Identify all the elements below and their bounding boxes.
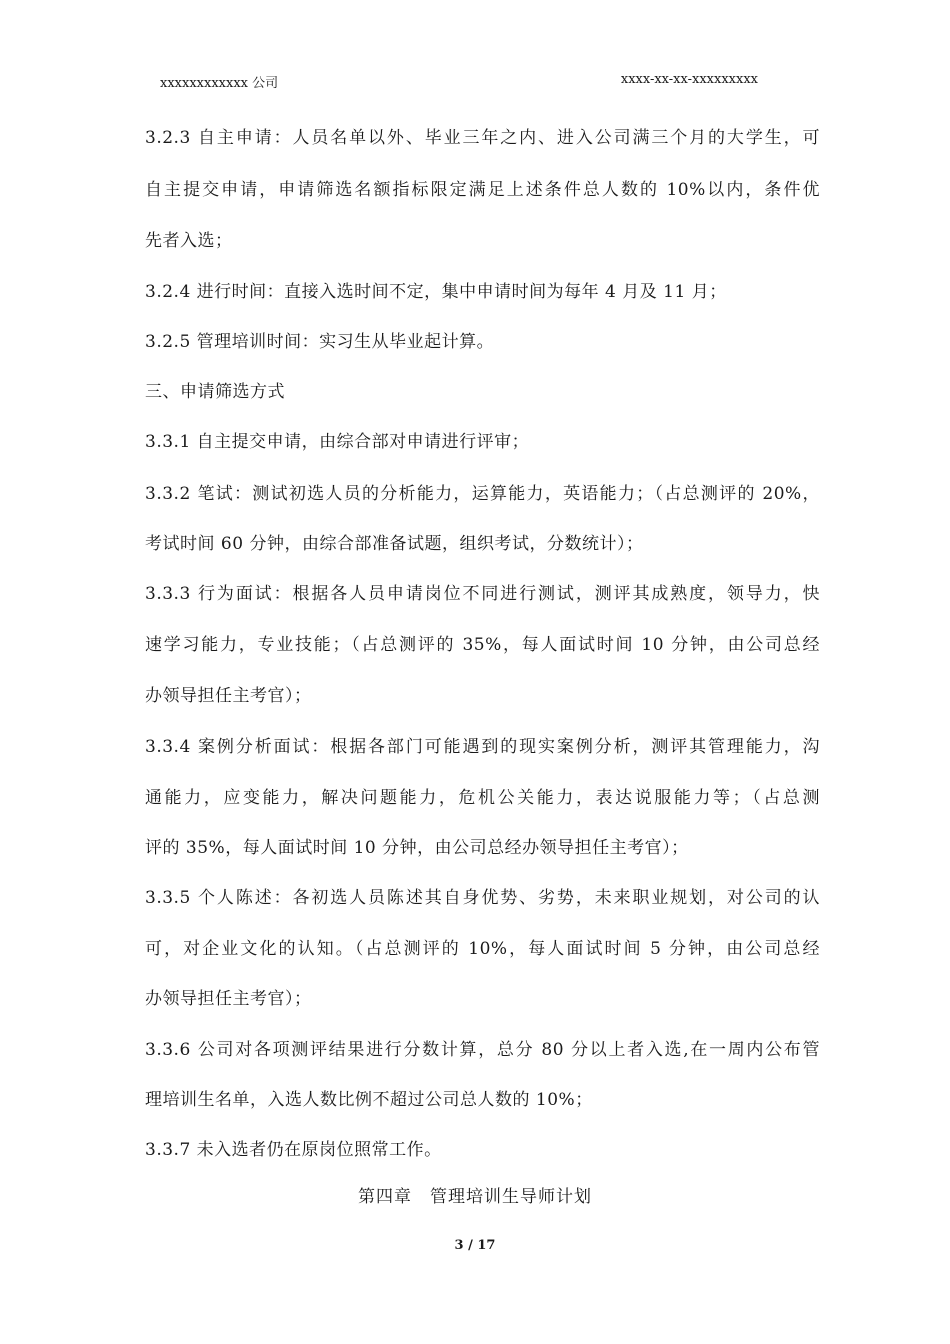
text-line: 3.3.1 自主提交申请，由综合部对申请进行评审； (145, 432, 530, 452)
text-line: 先者入选； (145, 231, 233, 251)
text-line: 可，对企业文化的认知。（占总测评的 10%，每人面试时间 5 分钟，由公司总经 (145, 939, 820, 959)
text-line: 通能力，应变能力，解决问题能力，危机公关能力，表达说服能力等；（占总测 (145, 788, 820, 808)
text-line: 3.3.6 公司对各项测评结果进行分数计算，总分 80 分以上者入选,在一周内公布管 (145, 1040, 820, 1060)
text-line: 办领导担任主考官）； (145, 686, 312, 706)
page-indicator: 3 / 17 (454, 1238, 496, 1253)
text-line: 3.3.2 笔试：测试初选人员的分析能力，运算能力，英语能力；（占总测评的 20%， (145, 484, 820, 504)
text-line: 速学习能力，专业技能；（占总测评的 35%，每人面试时间 10 分钟，由公司总经 (145, 635, 820, 655)
chapter-title: 第四章 管理培训生导师计划 (358, 1187, 592, 1207)
page-header (160, 72, 758, 94)
text-line: 3.2.5 管理培训时间：实习生从毕业起计算。 (145, 332, 495, 352)
text-line: 自主提交申请，申请筛选名额指标限定满足上述条件总人数的 10%以内，条件优 (145, 180, 820, 200)
header-company: xxxxxxxxxxxx 公司 (160, 76, 279, 91)
header-doc-code: xxxx-xx-xx-xxxxxxxxx (620, 72, 758, 87)
section-heading: 三、申请筛选方式 (145, 382, 285, 402)
text-line: 3.3.3 行为面试：根据各人员申请岗位不同进行测试，测评其成熟度，领导力，快 (145, 584, 820, 604)
text-line: 3.2.3 自主申请：人员名单以外、毕业三年之内、进入公司满三个月的大学生，可 (145, 128, 820, 148)
text-line: 3.3.4 案例分析面试：根据各部门可能遇到的现实案例分析，测评其管理能力，沟 (145, 737, 820, 757)
text-line: 3.3.5 个人陈述：各初选人员陈述其自身优势、劣势，未来职业规划，对公司的认 (145, 888, 820, 908)
text-line: 考试时间 60 分钟，由综合部准备试题，组织考试，分数统计）； (145, 534, 644, 554)
text-line: 3.2.4 进行时间：直接入选时间不定，集中申请时间为每年 4 月及 11 月； (145, 282, 727, 302)
text-line: 理培训生名单，入选人数比例不超过公司总人数的 10%； (145, 1090, 593, 1110)
text-line: 3.3.7 未入选者仍在原岗位照常工作。 (145, 1140, 442, 1160)
text-line: 办领导担任主考官）； (145, 989, 312, 1009)
text-line: 评的 35%，每人面试时间 10 分钟，由公司总经办领导担任主考官）； (145, 838, 689, 858)
